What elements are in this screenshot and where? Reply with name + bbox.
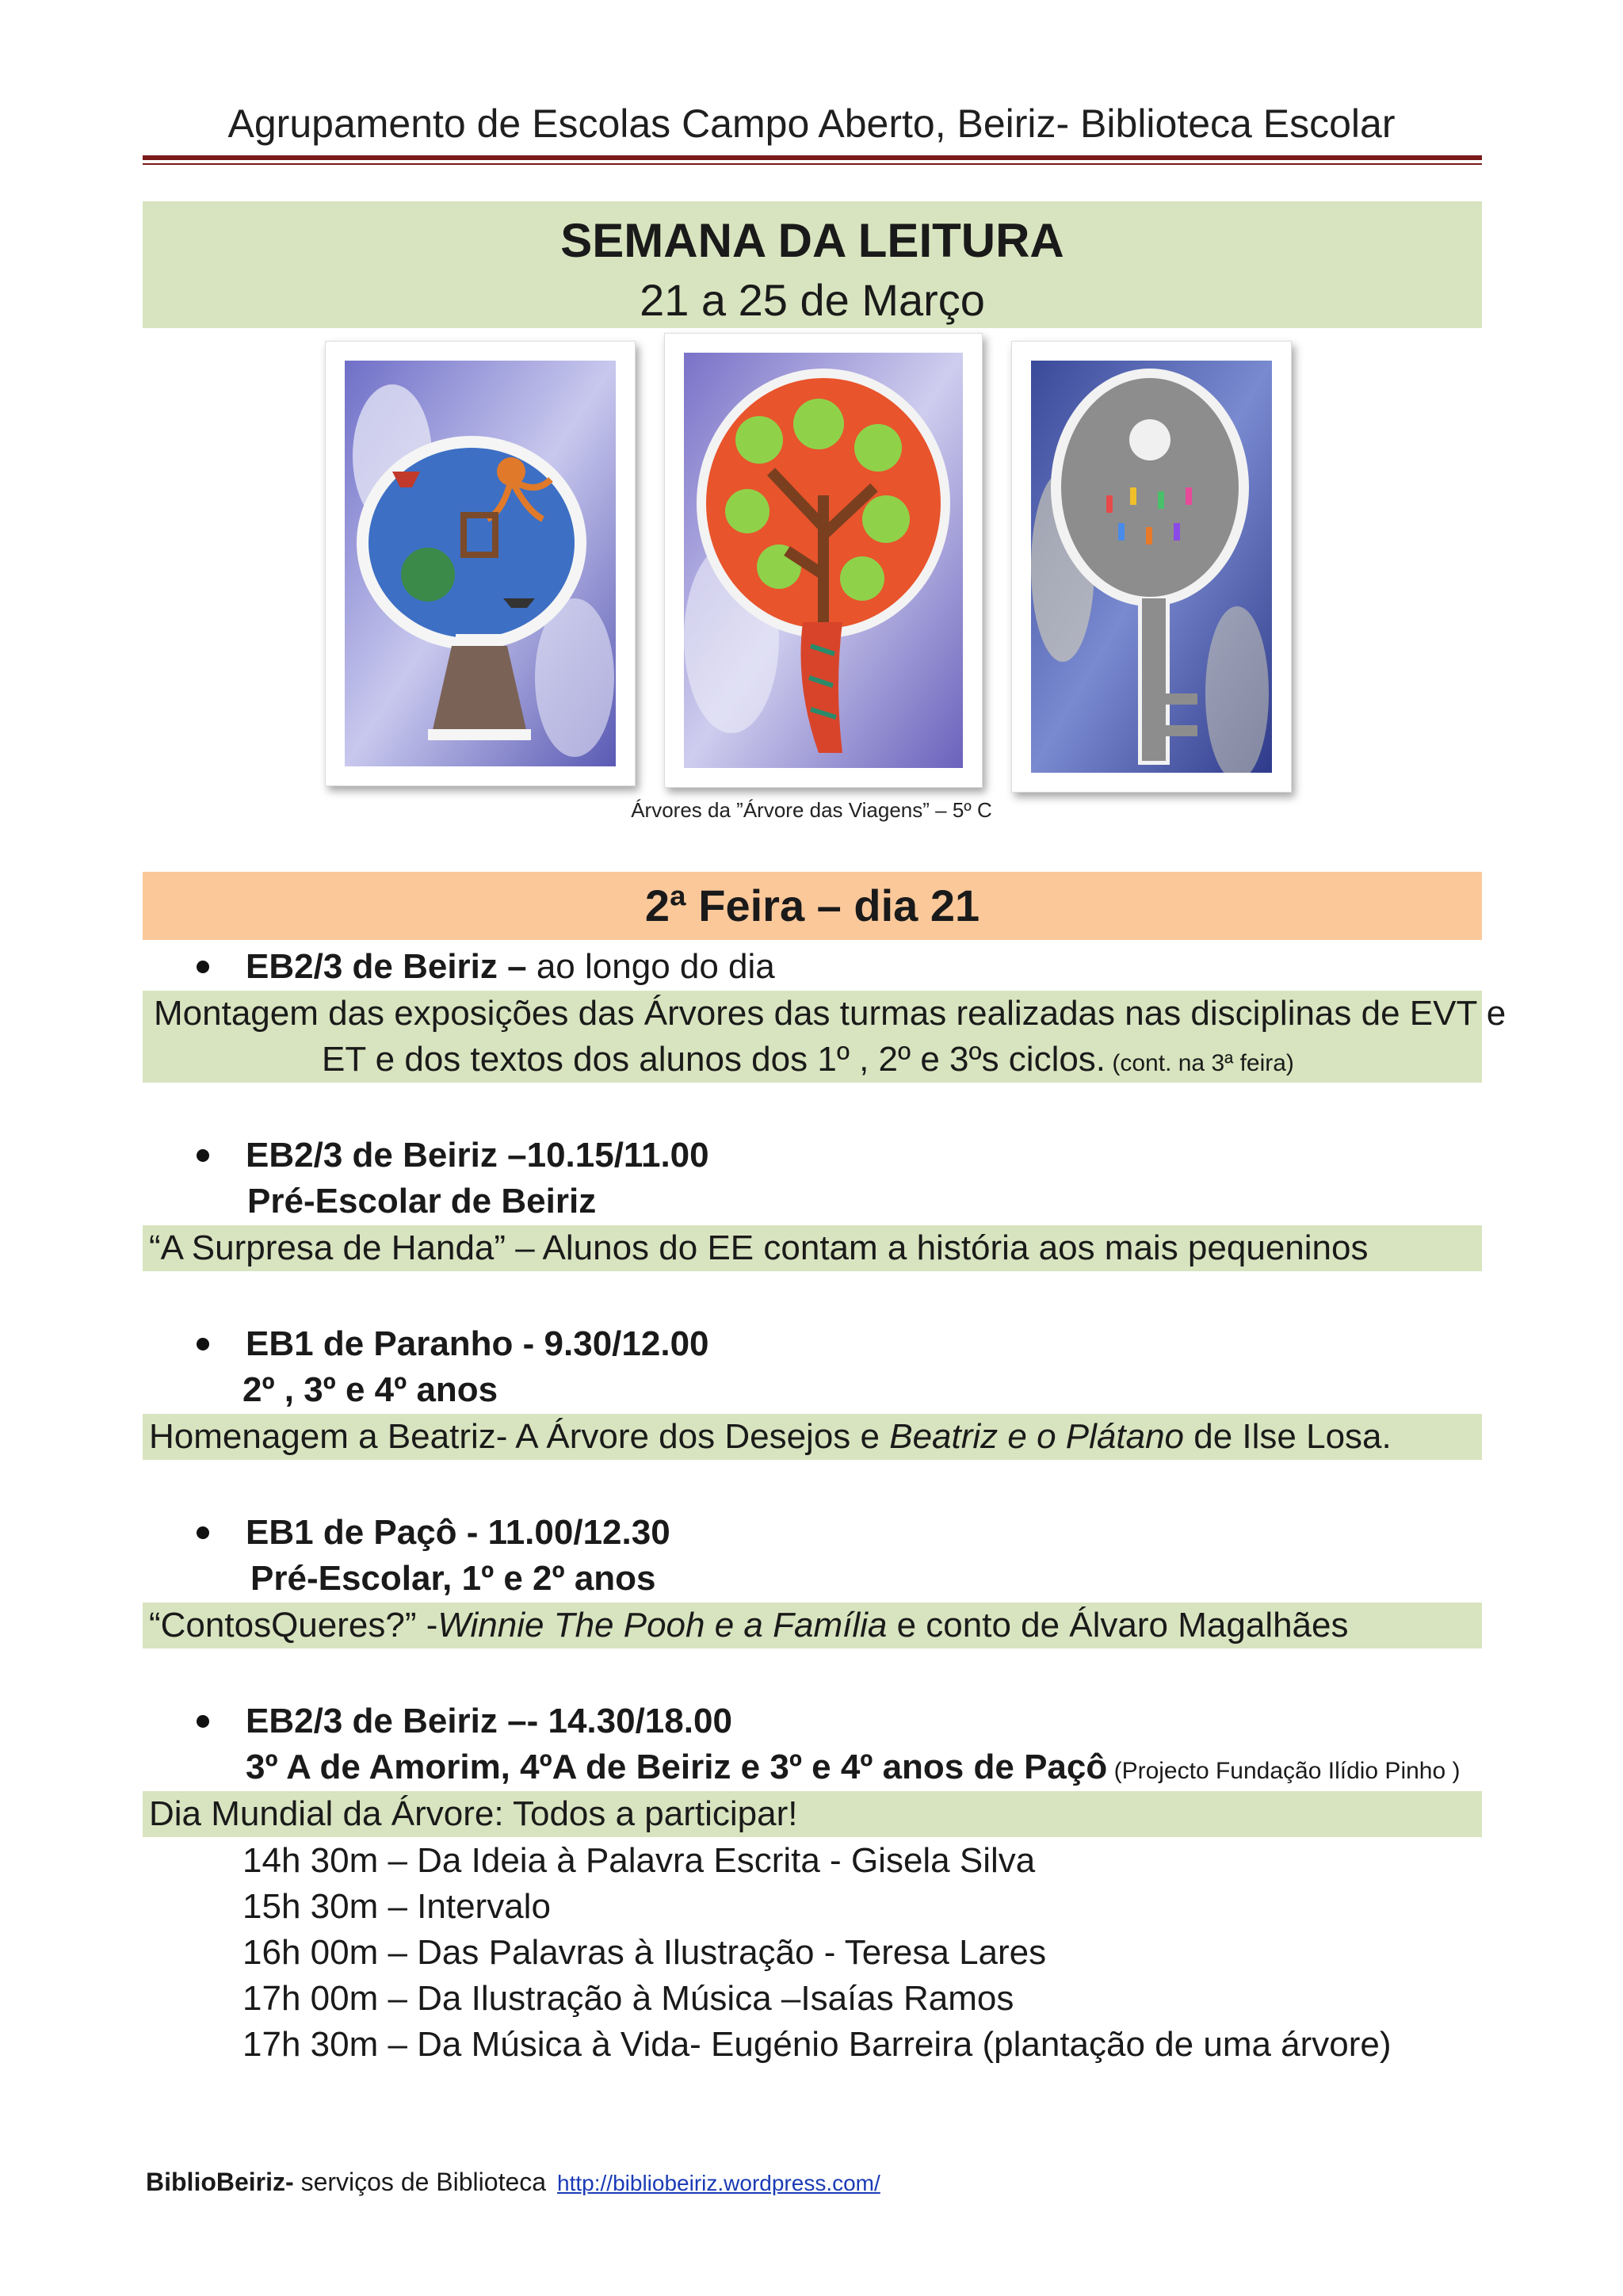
activity-1-desc-line1: Montagem das exposições das Árvores das turmas realizadas nas disciplinas de EVT e (154, 994, 1507, 1033)
activity-5-audience-line (246, 1745, 1461, 1794)
schedule-item: 17h 30m – Da Música à Vida- Eugénio Barreira (plantação de uma árvore) (242, 2025, 1392, 2064)
activity-1-description-band (143, 991, 1507, 1083)
activity-4-audience: Pré-Escolar, 1º e 2º anos (250, 1559, 656, 1598)
activity-4-desc-a: “ContosQueres?” - (149, 1606, 438, 1645)
activity-3-desc-a: Homenagem a Beatriz- A Árvore dos Desejos e (149, 1417, 890, 1456)
day-heading: 2ª Feira – dia 21 (143, 872, 1482, 940)
footer (146, 2164, 880, 2202)
activity-1-school: EB2/3 de Beiriz – (246, 947, 527, 986)
document-header-title: Agrupamento de Escolas Campo Aberto, Beiriz- Biblioteca Escolar (227, 101, 1396, 146)
activity-2-school: EB2/3 de Beiriz –10.15/11.00 (246, 1136, 709, 1175)
photo-key (1011, 341, 1292, 793)
photo-globe-tree (325, 341, 636, 786)
activity-4-desc-c: e conto de Álvaro Magalhães (887, 1606, 1349, 1645)
bullet-icon (197, 1526, 209, 1539)
activity-4-desc-b: Winnie The Pooh e a Família (437, 1606, 888, 1645)
activity-1-time: ao longo do dia (526, 947, 775, 986)
activity-5-audience-note: (Projecto Fundação Ilídio Pinho ) (1107, 1758, 1461, 1784)
event-title: SEMANA DA LEITURA (560, 214, 1064, 267)
activity-5-description-band (143, 1791, 1482, 1837)
activity-3-school: EB1 de Paranho - 9.30/12.00 (246, 1324, 709, 1363)
header-divider (143, 155, 1482, 160)
bullet-icon (197, 1149, 209, 1162)
activity-5-audience: 3º A de Amorim, 4ºA de Beiriz e 3º e 4º anos de Paçô (246, 1748, 1108, 1786)
header-divider-thin (143, 163, 1482, 165)
schedule-item: 16h 00m – Das Palavras à Ilustração - Teresa Lares (242, 1933, 1047, 1972)
bullet-icon (197, 1338, 209, 1350)
activity-2-audience: Pré-Escolar de Beiriz (247, 1182, 597, 1221)
event-dates: 21 a 25 de Março (640, 275, 985, 325)
bullet-icon (197, 1715, 209, 1728)
schedule-item: 14h 30m – Da Ideia à Palavra Escrita - Gisela Silva (242, 1841, 1036, 1880)
globe-tree-drawing-icon (345, 361, 616, 766)
event-title-band (143, 201, 1482, 328)
footer-link[interactable]: http://bibliobeiriz.wordpress.com/ (557, 2171, 880, 2195)
activity-3-description-band (143, 1414, 1482, 1460)
photo-green-tree (664, 333, 983, 788)
activity-5-desc: Dia Mundial da Árvore: Todos a participar! (149, 1794, 798, 1833)
activity-3-desc-b: Beatriz e o Plátano (889, 1417, 1185, 1456)
activity-5-school: EB2/3 de Beiriz –- 14.30/18.00 (246, 1702, 732, 1740)
green-tree-drawing-icon (684, 353, 963, 768)
activity-3-desc-c: de Ilse Losa. (1184, 1417, 1392, 1456)
bullet-icon (197, 961, 209, 973)
footer-brand: BiblioBeiriz- (146, 2168, 294, 2196)
key-drawing-icon (1031, 361, 1272, 773)
activity-2-desc: “A Surpresa de Handa” – Alunos do EE contam a história aos mais pequeninos (149, 1228, 1369, 1267)
schedule-item: 15h 30m – Intervalo (242, 1887, 551, 1926)
activity-1-desc-note: (cont. na 3ª feira) (1106, 1050, 1294, 1076)
activity-4-description-band (143, 1603, 1482, 1648)
footer-text: serviços de Biblioteca (293, 2168, 547, 2196)
photo-caption: Árvores da ”Árvore das Viagens” – 5º C (631, 798, 992, 822)
activity-3-audience: 2º , 3º e 4º anos (242, 1370, 498, 1409)
schedule-item: 17h 00m – Da Ilustração à Música –Isaías Ramos (242, 1979, 1014, 2018)
activity-1-desc-line2: ET e dos textos dos alunos dos 1º , 2º e 3ºs ciclos. (322, 1040, 1106, 1079)
activity-4-school: EB1 de Paçô - 11.00/12.30 (246, 1513, 670, 1552)
activity-2-description-band (143, 1225, 1482, 1271)
